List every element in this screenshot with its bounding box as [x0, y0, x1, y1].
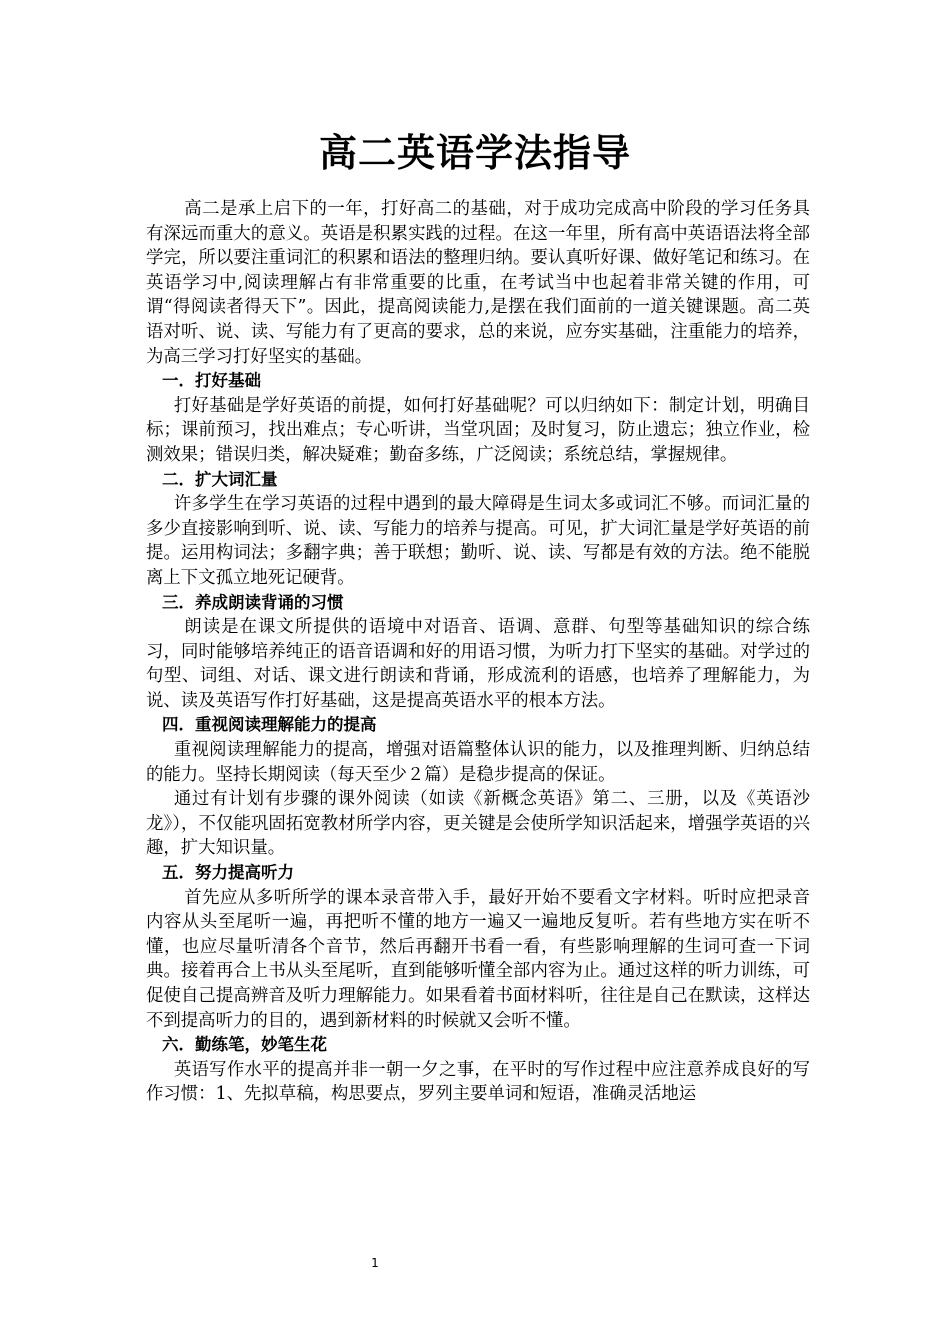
section-heading-2: 二．扩大词汇量 [162, 469, 278, 489]
section-heading-6: 六．勤练笔，妙笔生花 [162, 1035, 327, 1055]
section-4-paragraph-1: 重视阅读理解能力的提高，增强对语篇整体认识的能力，以及推理判断、归纳总结的能力。坚持长期阅读（每天至少２篇）是稳步提高的保证。 [146, 740, 810, 785]
section-heading-3: 三．养成朗读背诵的习惯 [162, 592, 344, 612]
intro-paragraph: 高二是承上启下的一年，打好高二的基础，对于成功完成高中阶段的学习任务具有深远而重大的意义。英语是积累实践的过程。在这一年里，所有高中英语语法将全部学完，所以要注重词汇的积累和语法的整理归纳。要认真听好课、做好笔记和练习。在英语学习中,阅读理解占有非常重要的比重，在考试当中也起着非常关键的作用，可谓“得阅读者得天下”。因此，提高阅读能力,是摆在我们面前的一道关键课题。高二英语对听、说、读、写能力有了更高的要求，总的来说，应夯实基础，注重能力的培养，为高三学习打好坚实的基础。 [146, 199, 810, 367]
section-heading-4: 四．重视阅读理解能力的提高 [162, 715, 377, 735]
page-title: 高二英语学法指导 [318, 131, 631, 175]
section-heading-5: 五．努力提高听力 [162, 863, 294, 883]
page-number: 1 [371, 1256, 379, 1270]
section-4-paragraph-2: 通过有计划有步骤的课外阅读（如读《新概念英语》第二、三册，以及《英语沙龙》），不仅能巩固拓宽教材所学内容，更关键是会使所学知识活起来，增强学英语的兴趣，扩大知识量。 [146, 789, 810, 859]
section-1-paragraph-1: 打好基础是学好英语的前提，如何打好基础呢？可以归纳如下：制定计划，明确目标；课前预习，找出难点；专心听讲，当堂巩固；及时复习，防止遗忘；独立作业，检测效果；错误归类，解决疑难；勤奋多练，广泛阅读；系统总结，掌握规律。 [146, 395, 810, 465]
section-heading-1: 一．打好基础 [162, 371, 261, 391]
section-5-paragraph-1: 首先应从多听所学的课本录音带入手，最好开始不要看文字材料。听时应把录音内容从头至尾听一遍，再把听不懂的地方一遍又一遍地反复听。若有些地方实在听不懂，也应尽量听清各个音节，然后再翻开书看一看，有些影响理解的生词可查一下词典。接着再合上书从头至尾听，直到能够听懂全部内容为止。通过这样的听力训练，可促使自己提高辨音及听力理解能力。如果看着书面材料听，往往是自己在默读，这样达不到提高听力的目的，遇到新材料的时候就又会听不懂。 [146, 887, 810, 1031]
section-3-paragraph-1: 朗读是在课文所提供的语境中对语音、语调、意群、句型等基础知识的综合练习，同时能够培养纯正的语音语调和好的用语习惯，为听力打下坚实的基础。对学过的句型、词组、对话、课文进行朗读和背诵，形成流利的语感，也培养了理解能力，为说、读及英语写作打好基础，这是提高英语水平的根本方法。 [146, 617, 810, 711]
section-6-paragraph-1: 英语写作水平的提高并非一朝一夕之事，在平时的写作过程中应注意养成良好的写作习惯：1、先拟草稿，构思要点，罗列主要单词和短语，准确灵活地运 [146, 1059, 810, 1105]
document-body [146, 197, 810, 1107]
section-2-paragraph-1: 许多学生在学习英语的过程中遇到的最大障碍是生词太多或词汇不够。而词汇量的多少直接影响到听、说、读、写能力的培养与提高。可见，扩大词汇量是学好英语的前提。运用构词法；多翻字典；善于联想；勤听、说、读、写都是有效的方法。绝不能脱离上下文孤立地死记硬背。 [146, 494, 810, 588]
